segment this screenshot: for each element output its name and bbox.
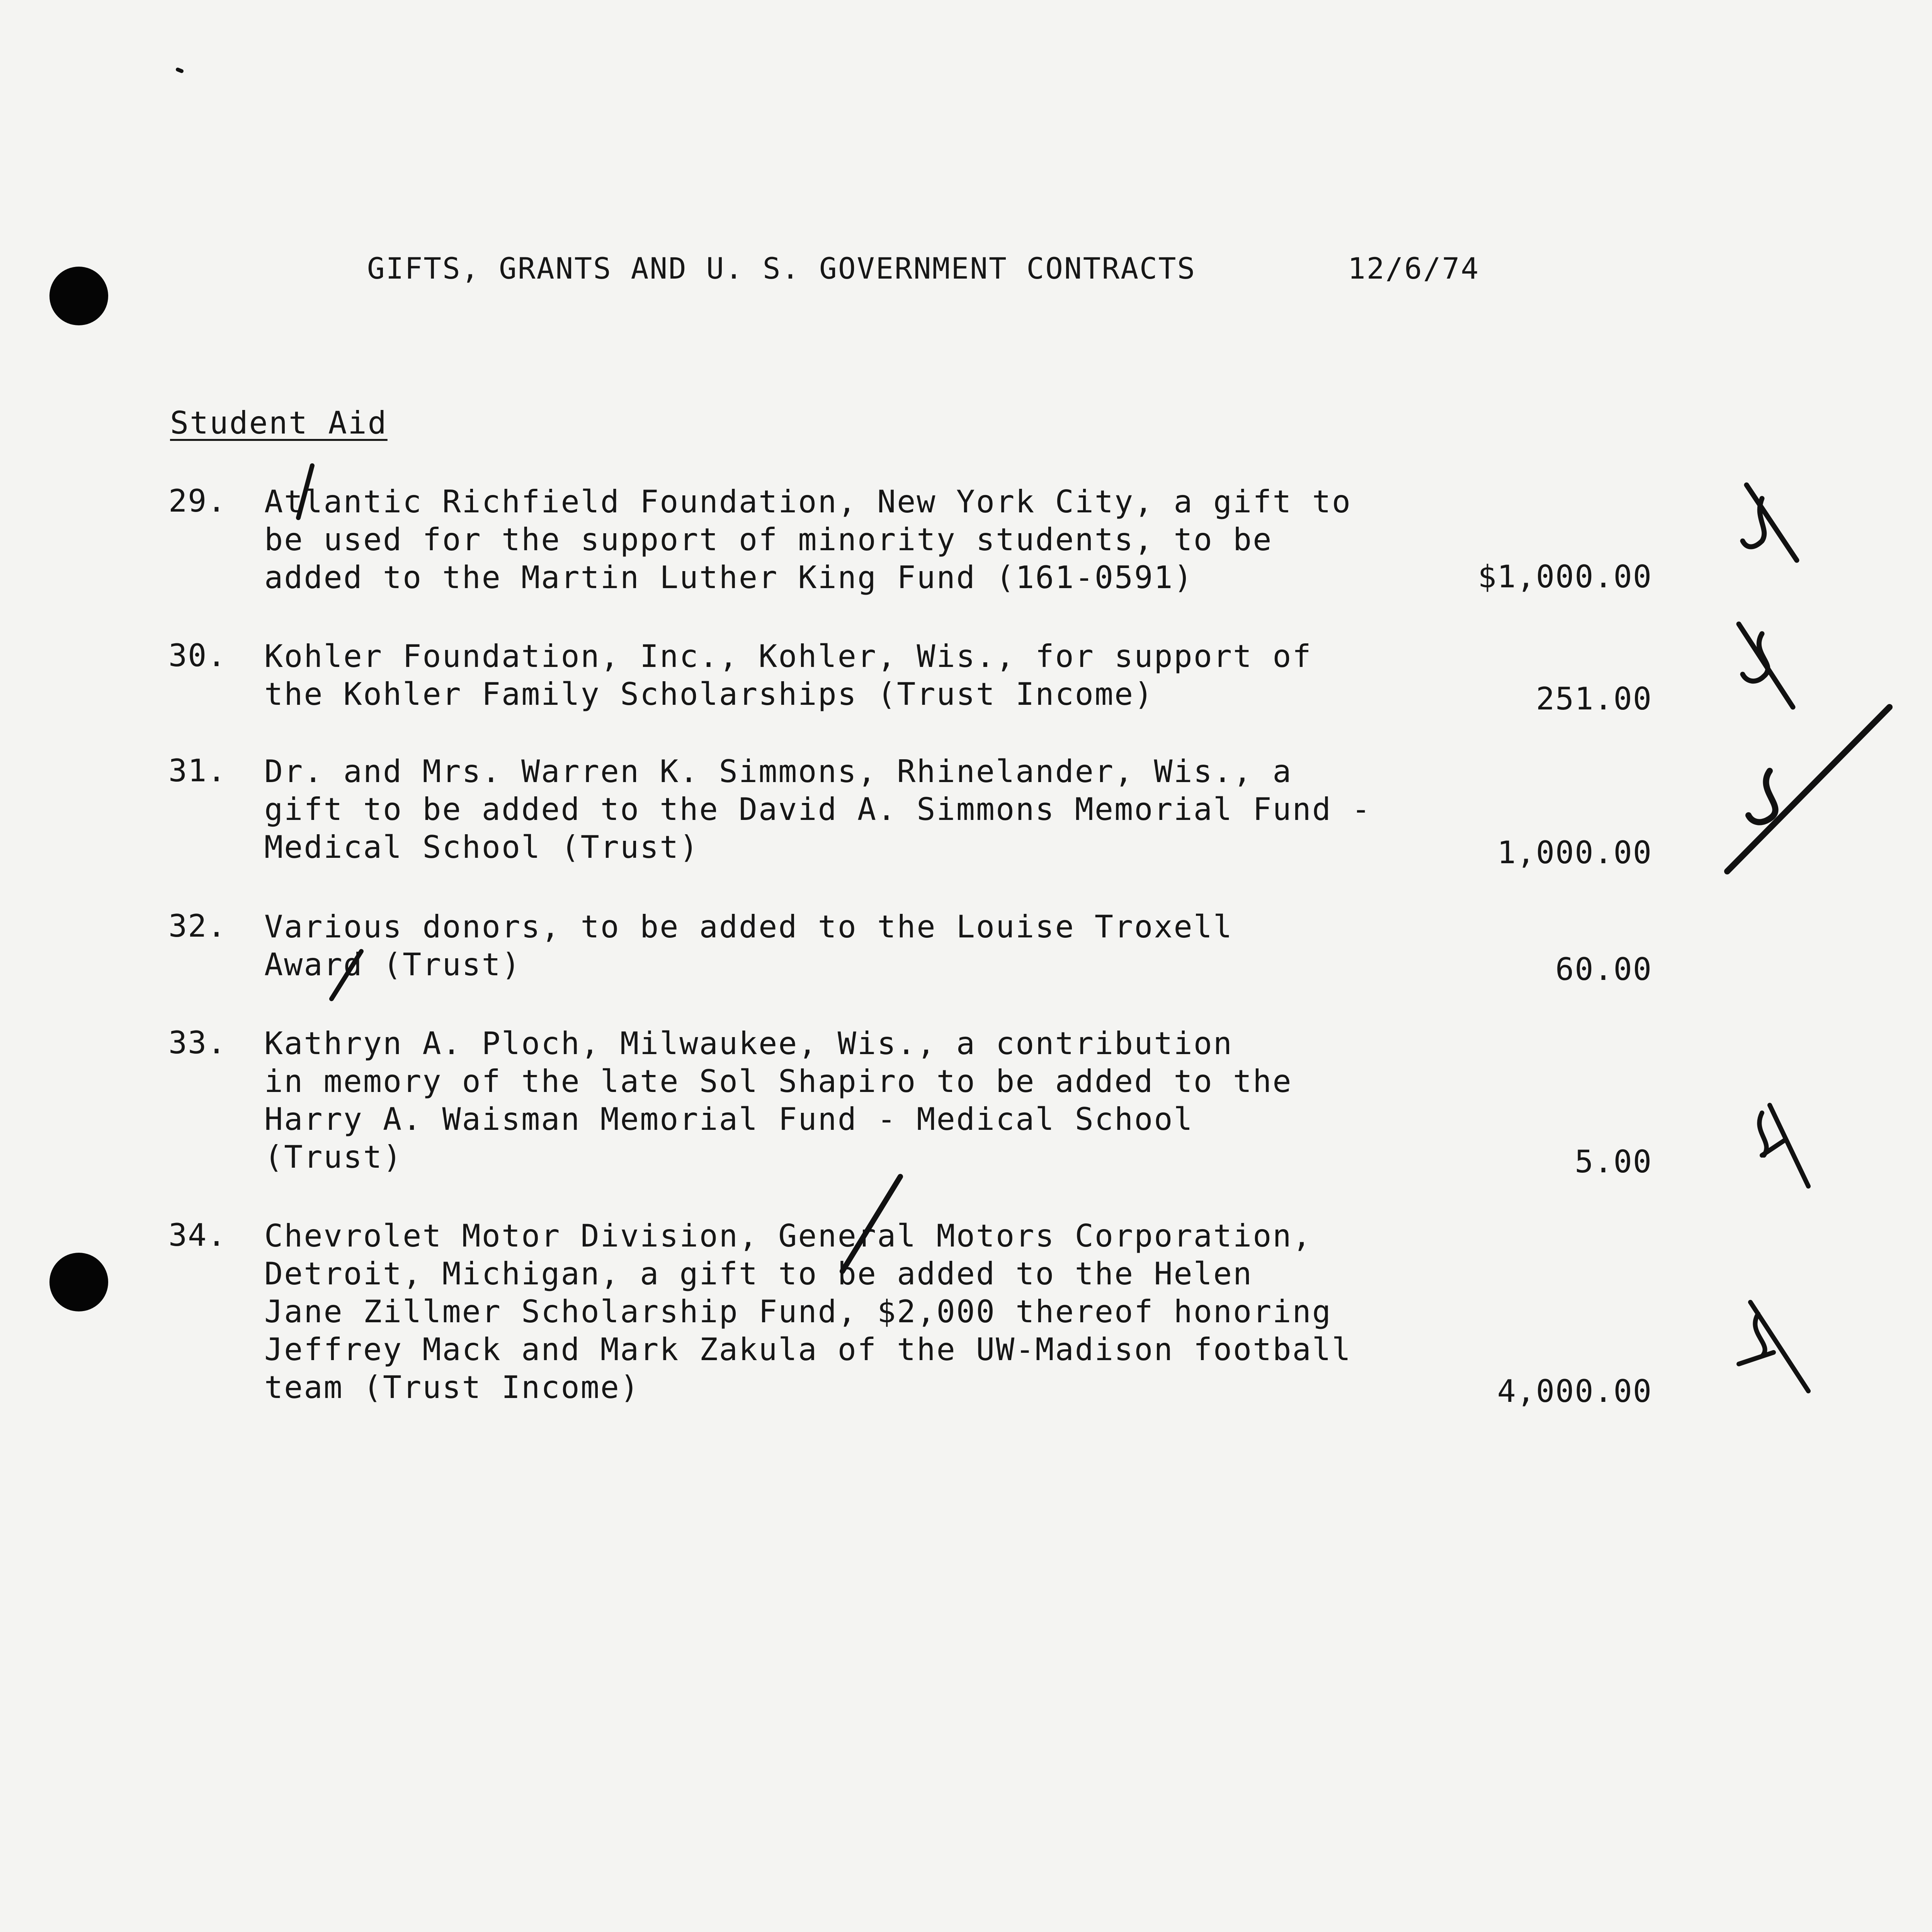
item-amount: 5.00 xyxy=(1575,1144,1652,1180)
item-number: 29. xyxy=(168,483,227,519)
item-description: Kathryn A. Ploch, Milwaukee, Wis., a contribution in memory of the late Sol Shapiro to be added to the Harry A. Waisman Memorial Fund - Medical School (Trust) xyxy=(264,1026,1293,1175)
item-amount: 60.00 xyxy=(1555,951,1652,987)
item-description: Chevrolet Motor Division, General Motors Corporation, Detroit, Michigan, a gift to be added to the Helen Jane Zillmer Scholarship Fund, $2,000 thereof honoring Jeffrey Mack and Mark Zakula of the UW-Madison football team (Trust Income) xyxy=(264,1218,1352,1405)
item-number: 31. xyxy=(168,753,227,789)
item-amount: 4,000.00 xyxy=(1497,1373,1652,1409)
section-heading: Student Aid xyxy=(170,405,388,441)
item-amount: $1,000.00 xyxy=(1478,559,1652,595)
document-date: 12/6/74 xyxy=(1348,251,1480,286)
stray-mark xyxy=(178,70,182,71)
item-amount: 1,000.00 xyxy=(1497,835,1652,871)
item-amount: 251.00 xyxy=(1536,681,1652,717)
item-description: Dr. and Mrs. Warren K. Simmons, Rhinelander, Wis., a gift to be added to the David A. Simmons Memorial Fund - Medical School (Trust) xyxy=(264,753,1372,865)
item-number: 33. xyxy=(168,1025,227,1061)
dollar-mark-item-33 xyxy=(1759,1105,1808,1186)
item-description: Kohler Foundation, Inc., Kohler, Wis., for support of the Kohler Family Scholarships (Trust Income) xyxy=(264,638,1312,712)
item-number: 30. xyxy=(168,638,227,673)
punch-hole-middle xyxy=(49,1253,108,1311)
item-number: 32. xyxy=(168,908,227,944)
dollar-mark-item-29 xyxy=(1743,485,1797,560)
punch-hole-top xyxy=(49,267,108,325)
item-description: Atlantic Richfield Foundation, New York City, a gift to be used for the support of minority students, to be added to the Martin Luther King Fund (161-0591) xyxy=(264,484,1352,595)
item-number: 34. xyxy=(168,1217,227,1253)
dollar-mark-item-34 xyxy=(1739,1302,1808,1391)
dollar-mark-item-30 xyxy=(1739,624,1793,707)
item-description: Various donors, to be added to the Louise Troxell Award (Trust) xyxy=(264,909,1233,983)
dollar-mark-item-31 xyxy=(1727,707,1889,871)
document-title: GIFTS, GRANTS AND U. S. GOVERNMENT CONTRACTS xyxy=(367,251,1196,286)
